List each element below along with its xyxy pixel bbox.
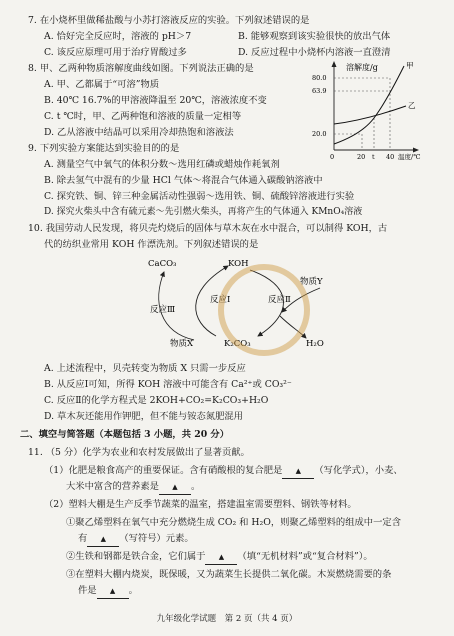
diagram-caco3: CaCO₃ <box>148 259 177 269</box>
chart-curve-jia <box>334 66 404 144</box>
q11-sub1-line2 <box>78 532 194 547</box>
q11-sub2-text-a: ②生铁和钢都是铁合金，它们属于 <box>66 551 206 562</box>
q11-stem: 11. （5 分）化学为农业和农村发展做出了显著贡献。 <box>28 447 250 458</box>
q11-sub3-line1: ③在塑料大棚内烧炭，既保暖，又为蔬菜生长提供二氧化碳。木炭燃烧需要的条 <box>66 569 392 580</box>
q11-sub1-line1: ①聚乙烯塑料在氧气中充分燃烧生成 CO₂ 和 H₂O，则聚乙烯塑料的组成中一定含 <box>66 517 401 528</box>
q10-option-b: B. 从反应Ⅰ可知，所得 KOH 溶液中可能含有 Ca²⁺或 CO₃²⁻ <box>44 379 292 390</box>
q10-option-a: A. 上述流程中，贝壳转变为物质 X 只需一步反应 <box>44 363 246 374</box>
q11-sub2 <box>66 550 373 565</box>
answer-blank[interactable] <box>97 584 129 599</box>
q11-part2: （2）塑料大棚是生产反季节蔬菜的温室，搭建温室需要塑料、钢铁等材料。 <box>44 499 357 510</box>
q11-sub1-text-c: （写符号）元素。 <box>119 533 194 544</box>
diagram-reaction-2: 反应Ⅱ <box>268 295 291 305</box>
blank-triangle-icon: ▲ <box>109 587 116 595</box>
q11-sub1-text-b: 有 <box>78 533 88 544</box>
diagram-koh: KOH <box>228 259 249 269</box>
q10-stem-line1: 10. 我国劳动人民发现，将贝壳灼烧后的固体与草木灰在水中混合，可以制得 KOH，古 <box>28 223 388 234</box>
q7-stem: 7. 在小烧杯里做稀盐酸与小苏打溶液反应的实验。下列叙述错误的是 <box>28 15 310 26</box>
diagram-substance-x: 物质X <box>170 339 194 349</box>
solubility-chart <box>306 58 424 162</box>
answer-blank[interactable] <box>159 480 191 495</box>
chart-ytick-80: 80.0 <box>312 74 327 82</box>
chart-ytick-63: 63.9 <box>312 87 327 95</box>
diagram-reaction-3: 反应Ⅲ <box>150 305 176 315</box>
chart-y-arrow <box>332 61 337 67</box>
q11-part1-line2: 大米中富含的营养素是 ▲ 。 <box>66 480 200 495</box>
diagram-reaction-1: 反应Ⅰ <box>210 295 231 305</box>
blank-triangle-icon: ▲ <box>218 553 225 561</box>
answer-blank[interactable] <box>205 550 237 565</box>
q11-sub2-text-b: （填“无机材料”或“复合材料”）。 <box>237 551 373 562</box>
q9-option-a: A. 测量空气中氧气的体积分数～选用红磷或蜡烛作耗氧剂 <box>44 159 280 170</box>
chart-label-yi: 乙 <box>408 101 416 110</box>
chart-ylabel: 溶解度/g <box>346 63 378 72</box>
q7-option-b: B. 能够观察到该实验很快的放出气体 <box>238 31 391 42</box>
chart-label-jia: 甲 <box>406 61 414 70</box>
q9-stem: 9. 下列实验方案能达到实验目的的是 <box>28 143 180 154</box>
chart-xtick-20: 20 <box>357 153 366 161</box>
q11-part1-text-a: （1）化肥是粮食高产的重要保证。含有硝酸根的复合肥是 <box>44 465 283 476</box>
chart-xtick-t: t <box>372 153 375 161</box>
chart-x-arrow <box>413 148 419 153</box>
chart-xlabel: 温度/℃ <box>398 153 421 161</box>
q11-part1-line1 <box>44 464 403 479</box>
chart-xtick-0: 0 <box>330 153 335 161</box>
q8-option-c: C. t ℃时，甲、乙两种饱和溶液的质量一定相等 <box>44 111 242 122</box>
chart-xtick-40: 40 <box>386 153 395 161</box>
page-footer: 九年级化学试题 第 2 页（共 4 页） <box>156 614 298 624</box>
diagram-h2o: H₂O <box>306 339 324 349</box>
q11-sub3-line2: 件是 ▲ 。 <box>78 584 138 599</box>
q7-option-c: C. 该反应原理可用于治疗胃酸过多 <box>44 47 187 58</box>
section-2-title: 二、填空与简答题（本题包括 3 小题，共 20 分） <box>20 429 229 440</box>
q9-option-c: C. 探究铁、铜、锌三种金属活动性强弱～选用铁、铜、硫酸锌溶液进行实验 <box>44 191 355 202</box>
q7-option-d: D. 反应过程中小烧杯内溶液一直澄清 <box>238 47 391 58</box>
answer-blank[interactable] <box>87 532 119 547</box>
q11-part1-text-c: 大米中富含的营养素是 <box>66 481 159 492</box>
q9-option-b: B. 除去氢气中混有的少量 HCl 气体～将混合气体通入碳酸钠溶液中 <box>44 175 323 186</box>
q10-option-c: C. 反应Ⅱ的化学方程式是 2KOH+CO₂=K₂CO₃+H₂O <box>44 395 269 406</box>
q11-part1-text-b: （写化学式），小麦、 <box>314 465 403 476</box>
watermark-logo <box>218 264 310 356</box>
answer-blank[interactable] <box>282 464 314 479</box>
q10-option-d: D. 草木灰还能用作钾肥，但不能与铵态氮肥混用 <box>44 411 243 422</box>
q11-sub3-text-b: 件是 <box>78 585 97 596</box>
diagram-substance-y: 物质Y <box>300 277 323 287</box>
q8-option-d: D. 乙从溶液中结晶可以采用冷却热饱和溶液法 <box>44 127 234 138</box>
q8-stem: 8. 甲、乙两种物质溶解度曲线如图。下列说法正确的是 <box>28 63 254 74</box>
blank-triangle-icon: ▲ <box>295 467 302 475</box>
blank-triangle-icon: ▲ <box>172 483 178 491</box>
q10-stem-line2: 代的纺织业常用 KOH 作漂洗剂。下列叙述错误的是 <box>44 239 259 250</box>
q9-option-d: D. 探究火柴头中含有硫元素～先引燃火柴头，再将产生的气体通入 KMnO₄溶液 <box>44 207 363 217</box>
blank-triangle-icon: ▲ <box>100 535 106 543</box>
chart-ytick-20: 20.0 <box>312 130 327 138</box>
q8-option-b: B. 40℃ 16.7%的甲溶液降温至 20℃，溶液浓度不变 <box>44 95 267 106</box>
q8-option-a: A. 甲、乙都属于“可溶”物质 <box>44 79 160 90</box>
diagram-k2co3: K₂CO₃ <box>224 339 251 349</box>
chart-curve-yi <box>334 106 406 124</box>
q7-option-a: A. 恰好完全反应时，溶液的 pH＞7 <box>44 31 192 42</box>
